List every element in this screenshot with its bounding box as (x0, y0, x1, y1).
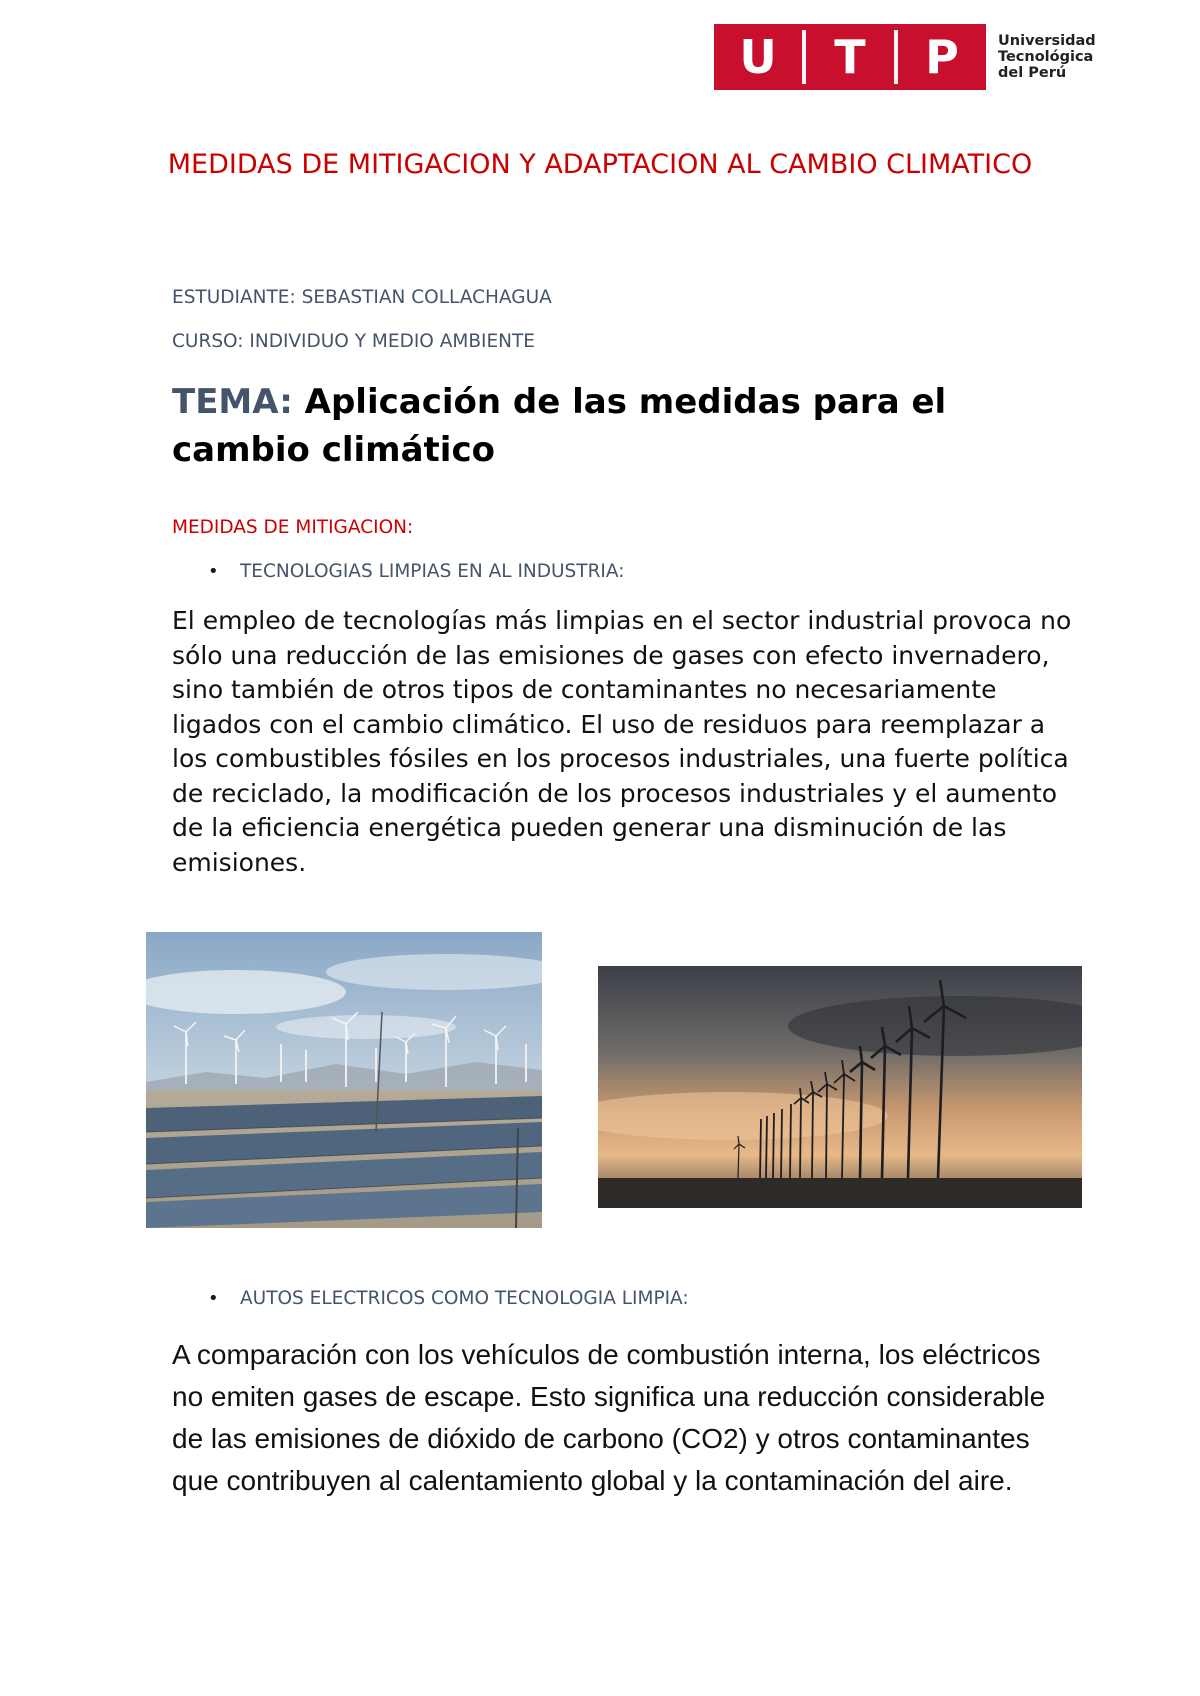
logo-letter-t: T (834, 30, 866, 84)
course-line: CURSO: INDIVIDUO Y MEDIO AMBIENTE (172, 331, 535, 352)
bullet-electric-cars (208, 1288, 689, 1309)
topic-text: Aplicación de las medidas para el cambio climático (172, 382, 947, 470)
logo-line-1: Universidad (998, 33, 1096, 49)
bullet-dot-icon: • (208, 561, 219, 582)
topic-label: TEMA: (172, 382, 293, 422)
logo-line-3: del Perú (998, 65, 1067, 81)
bullet-clean-tech-label: TECNOLOGIAS LIMPIAS EN AL INDUSTRIA: (240, 561, 625, 582)
bullet-dot-icon: • (208, 1288, 219, 1309)
bullet-electric-cars-label: AUTOS ELECTRICOS COMO TECNOLOGIA LIMPIA: (240, 1288, 689, 1309)
paragraph-industry: El empleo de tecnologías más limpias en el sector industrial provoca no sólo una reducción de las emisiones de gases con efecto invernadero, sino también de otros tipos de contaminantes no necesariamente ligados con el cambio climático. El uso de residuos para reemplazar a los combustibles fósiles en los procesos industriales, una fuerte política de reciclado, la modificación de los procesos industriales y el aumento de la eficiencia energética pueden generar una disminución de las emisiones. (172, 606, 1072, 877)
utp-logo-mark (714, 24, 986, 90)
student-line: ESTUDIANTE: SEBASTIAN COLLACHAGUA (172, 287, 552, 308)
document-title: MEDIDAS DE MITIGACION Y ADAPTACION AL CAMBIO CLIMATICO (167, 149, 1033, 180)
bullet-clean-tech (208, 561, 625, 582)
topic-heading (172, 378, 1052, 474)
solar-wind-farm-photo (146, 932, 542, 1228)
logo-letter-p: P (925, 30, 959, 84)
logo-university-name (998, 33, 1096, 81)
logo-line-2: Tecnológica (998, 49, 1094, 65)
paragraph-electric-cars: A comparación con los vehículos de combustión interna, los eléctricos no emiten gases de escape. Esto significa una reducción considerable de las emisiones de dióxido de carbono (CO2) y otros contaminantes que contribuyen al calentamiento global y la contaminación del aire. (172, 1339, 1046, 1496)
utp-logo (714, 24, 1134, 90)
logo-letter-u: U (739, 30, 777, 84)
section-heading-mitigation: MEDIDAS DE MITIGACION: (172, 517, 414, 538)
wind-turbines-sunset-photo (598, 966, 1082, 1208)
